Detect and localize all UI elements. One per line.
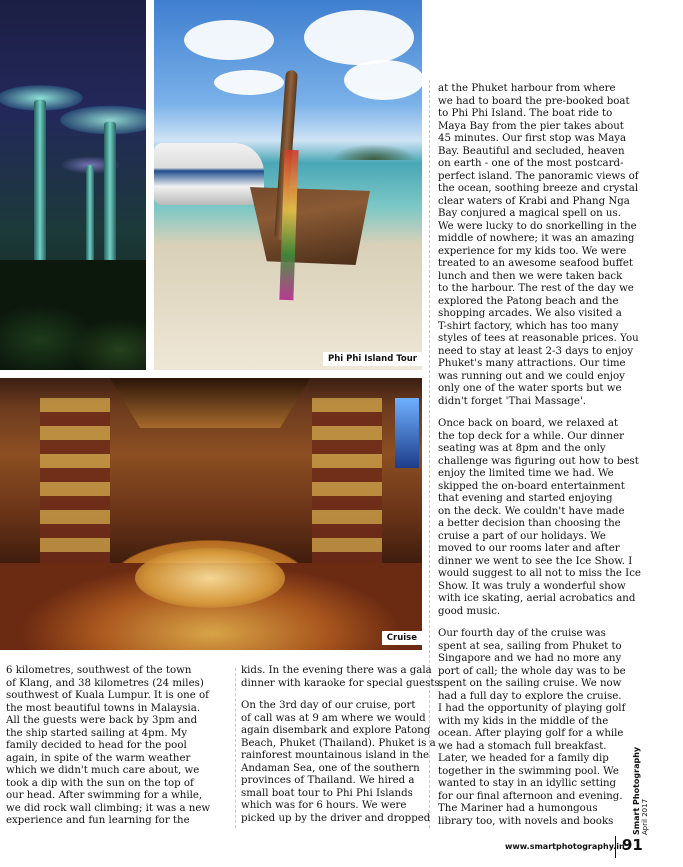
text-line: rainforest mountainous island in the [241,750,430,761]
text-line: only one of the water sports but we [438,383,622,394]
text-line: the most beautiful towns in Malaysia. [6,702,201,714]
text-line: seating was at 8pm and the only [438,443,606,454]
text-line: We were lucky to do snorkelling in the [438,220,637,232]
text-line: on earth - one of the most postcard- [438,158,624,169]
text-line: library too, with novels and books [438,815,614,827]
text-line: had a full day to explore the cruise. [438,690,622,702]
text-line: a better decision than choosing the [438,518,621,529]
text-line: southwest of Kuala Lumpur. It is one of [6,690,209,701]
text-line: which was for 6 hours. We were [241,800,407,811]
text-line: explored the Patong beach and the [438,295,619,307]
text-line: spent at sea, sailing from Phuket to [438,640,622,652]
text-line: wanted to stay in an idyllic setting [438,778,617,789]
text-line: All the guests were back by 3pm and [6,715,198,726]
footer-url: www.smartphotography.in [505,842,625,851]
text-line: ocean. After playing golf for a while [438,728,624,739]
text-line: didn't forget 'Thai Massage'. [438,395,587,407]
text-line: the ocean, soothing breeze and crystal [438,183,639,194]
text-line: again, in spite of the warm weather [6,752,191,764]
page-number: 91 [622,836,643,854]
text-line: we had a stomach full breakfast. [438,740,607,752]
text-line: lunch and then we were taken back [438,270,623,282]
text-line: small boat tour to Phi Phi Islands [241,787,413,799]
article-column-1 [6,665,231,828]
text-line: shopping arcades. We also visited a [438,308,622,319]
magazine-side-tab [632,746,652,835]
text-line: with ice skating, aerial acrobatics and [438,593,636,604]
text-line: experience and fun learning for the [6,815,190,826]
text-line: need to stay at least 2-3 days to enjoy [438,345,634,357]
footer-divider [615,836,616,858]
text-line: Once back on board, we relaxed at [438,418,619,429]
gardens-night-photo [0,0,146,370]
photo-caption-cruise: Cruise [382,631,422,645]
text-line: the top deck for a while. Our dinner [438,430,625,442]
text-line: Our fourth day of the cruise was [438,628,606,639]
article-column-2 [241,665,443,825]
text-line: we had to board the pre-booked boat [438,95,630,107]
text-line: experience for my kids too. We were [438,245,627,257]
text-line: port of call; the whole day was to be [438,665,626,677]
text-line: kids. In the evening there was a gala [241,665,432,676]
text-line: 45 minutes. Our first stop was Maya [438,133,627,144]
text-line: Maya Bay from the pier takes about [438,120,624,132]
text-line: was running out and we could enjoy [438,370,625,382]
text-line: Phuket's many attractions. Our time [438,358,626,369]
text-line: that evening and started enjoying [438,493,613,504]
text-line: spent on the sailing cruise. We now [438,678,622,689]
cruise-interior-photo [0,378,422,650]
text-line: our head. After swimming for a while, [6,790,203,801]
longtail-boat-beach-photo [154,0,422,370]
text-line: Bay conjured a magical spell on us. [438,208,621,219]
text-line: perfect island. The panoramic views of [438,170,639,182]
column-divider [429,80,430,828]
text-line: dinner with karaoke for special guests. [241,677,443,689]
text-line: which we didn't much care about, we [6,765,200,776]
text-line: Show. It was truly a wonderful show [438,580,626,592]
photo-caption-beach: Phi Phi Island Tour [323,352,422,366]
text-line: with my kids in the middle of the [438,715,609,727]
text-line: On the 3rd day of our cruise, port [241,700,416,711]
text-line: family decided to head for the pool [6,740,187,751]
text-line: I had the opportunity of playing golf [438,703,626,714]
text-line: for our final afternoon and evening. [438,790,623,802]
text-line: we did rock wall climbing; it was a new [6,802,211,814]
text-line: treated to an awesome seafood buffet [438,258,633,269]
text-line: to Phi Phi Island. The boat ride to [438,108,613,119]
text-line: The Mariner had a humongous [438,803,598,814]
text-line: to the harbour. The rest of the day we [438,283,634,294]
text-line: dinner we went to see the Ice Show. I [438,555,633,567]
magazine-issue: April 2017 [641,798,649,835]
text-line: provinces of Thailand. We hired a [241,775,415,786]
magazine-title: Smart Photography [632,746,641,835]
text-line: on the deck. We couldn't have made [438,505,625,517]
text-line: picked up by the driver and dropped [241,812,431,824]
text-line: Later, we headed for a family dip [438,753,609,764]
text-line: T-shirt factory, which has too many [438,320,619,332]
text-line: the ship started sailing at 4pm. My [6,727,188,739]
text-line: cruise a part of our holidays. We [438,530,606,542]
text-line: skipped the on-board entertainment [438,480,625,492]
text-line: styles of tees at reasonable prices. You [438,333,639,344]
text-line: would suggest to all not to miss the Ice [438,568,641,579]
text-line: at the Phuket harbour from where [438,83,616,94]
text-line: Beach, Phuket (Thailand). Phuket is a [241,737,436,749]
text-line: again disembark and explore Patong [241,725,431,736]
text-line: enjoy the limited time we had. We [438,468,614,479]
text-line: clear waters of Krabi and Phang Nga [438,195,630,207]
text-line: Andaman Sea, one of the southern [241,762,420,774]
text-line: middle of nowhere; it was an amazing [438,233,635,244]
text-line: 6 kilometres, southwest of the town [6,665,192,676]
text-line: challenge was figuring out how to best [438,455,639,467]
column-divider [235,668,236,828]
text-line: Bay. Beautiful and secluded, heaven [438,145,625,157]
text-line: Singapore and we had no more any [438,653,622,664]
text-line: of call was at 9 am where we would [241,712,426,724]
text-line: together in the swimming pool. We [438,765,619,777]
text-line: moved to our rooms later and after [438,543,620,554]
text-line: good music. [438,605,501,617]
text-line: took a dip with the sun on the top of [6,777,194,789]
text-line: of Klang, and 38 kilometres (24 miles) [6,677,204,689]
